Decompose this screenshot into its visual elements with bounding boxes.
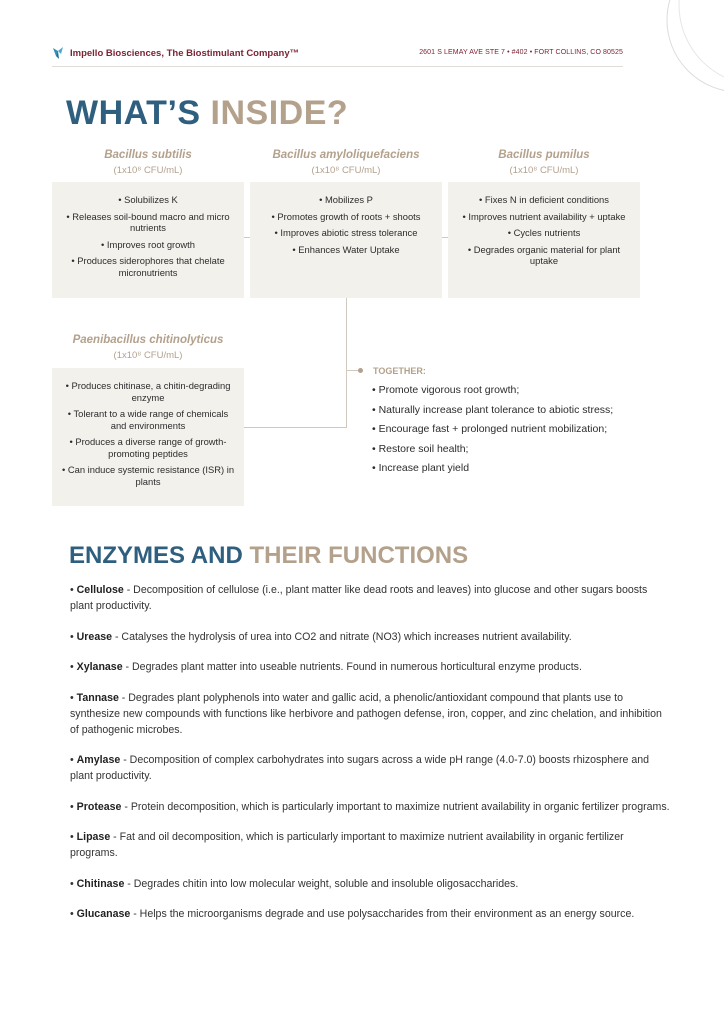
enzyme-name: Tannase [76, 691, 119, 704]
together-item: • Increase plant yield [372, 462, 470, 474]
enzyme-name: Glucanase [76, 908, 131, 920]
enzyme-name: Amylase [76, 754, 121, 766]
together-item: • Encourage fast + prolonged nutrient mobilization; [372, 423, 608, 435]
benefit-item: • Can induce systemic resistance (ISR) in plants [61, 464, 235, 487]
microbe-concentration: (1x10⁸ CFU/mL) [113, 165, 183, 176]
benefit-item: • Cycles nutrients [507, 227, 581, 238]
together-list [372, 381, 613, 479]
enzymes-list [70, 582, 670, 937]
enzymes-title-part2: THEIR FUNCTIONS [249, 542, 469, 569]
enzyme-name: Cellulose [76, 584, 124, 596]
enzyme-name: Chitinase [76, 877, 125, 890]
enzyme-name: Xylanase [76, 661, 123, 673]
benefit-item: • Solubilizes K [118, 194, 178, 205]
enzyme-description: - Fat and oil decomposition, which is particularly important to maximize nutrient availability in organic fertilizer programs. [70, 831, 624, 859]
enzyme-description: - Decomposition of complex carbohydrates into sugars across a wide pH range (4.0-7.0) boosts rhizosphere and plant productivity. [70, 754, 650, 782]
enzyme-item: • Protease - Protein decomposition, which is particularly important to maximize nutrient availability in organic fertilizer programs. [70, 800, 670, 813]
microbe-benefits-box [52, 368, 244, 506]
company-name: Impello Biosciences, The Biostimulant Company™ [70, 48, 300, 59]
enzyme-description: - Degrades plant matter into useable nutrients. Found in numerous horticultural enzyme products. [122, 661, 582, 673]
benefit-item: • Improves abiotic stress tolerance [274, 227, 418, 238]
enzyme-description: - Protein decomposition, which is particularly important to maximize nutrient availability in organic fertilizer programs. [121, 800, 670, 813]
enzyme-item: • Cellulose - Decomposition of cellulose (i.e., plant matter like dead roots and leaves) into glucose and other sugars boosts plant productivity. [70, 584, 648, 612]
benefit-item: • Promotes growth of roots + shoots [271, 210, 421, 222]
together-item: • Promote vigorous root growth; [372, 384, 520, 396]
benefit-item: • Improves root growth [101, 238, 195, 250]
enzyme-name: Protease [76, 800, 122, 813]
enzyme-item: • Tannase - Degrades plant polyphenols into water and gallic acid, a phenolic/antioxidant compound that plants use to synthesize new compounds with functions like herbivore and pathogen defense, iron, copper, and zinc chelation, and inhibition of pathogenic microbes. [70, 691, 662, 736]
enzyme-description: - Catalyses the hydrolysis of urea into CO2 and nitrate (NO3) which increases nutrient availability. [112, 630, 572, 643]
enzyme-item: • Chitinase - Degrades chitin into low molecular weight, soluble and insoluble oligosaccharides. [70, 877, 519, 890]
connector-line-bottom [244, 427, 347, 428]
enzyme-description: - Degrades plant polyphenols into water and gallic acid, a phenolic/antioxidant compound that plants use to synthesize new compounds with functions like herbivore and pathogen defense, iron, copper, and zinc chelation, and inhibition of pathogenic microbes. [70, 691, 662, 736]
microbe-concentration: (1x10⁸ CFU/mL) [113, 350, 183, 361]
together-bullet-dot [358, 368, 363, 373]
enzyme-item: • Amylase - Decomposition of complex carbohydrates into sugars across a wide pH range (4.0-7.0) boosts rhizosphere and plant productivity. [70, 754, 650, 782]
microbe-name: Paenibacillus chitinolyticus [72, 334, 224, 346]
together-item: • Restore soil health; [372, 442, 469, 455]
leaf-logo-icon [52, 46, 64, 60]
benefit-item: • Produces chitinase, a chitin-degrading enzyme [65, 380, 231, 403]
microbe-name: Bacillus amyloliquefaciens [272, 149, 420, 161]
together-item: • Naturally increase plant tolerance to abiotic stress; [372, 403, 614, 416]
company-address: 2601 S LEMAY AVE STE 7 • #402 • FORT COLLINS, CO 80525 [419, 49, 623, 56]
enzyme-description: - Helps the microorganisms degrade and use polysaccharides from their environment as an energy source. [130, 908, 635, 920]
page-title-part1: WHAT’S [66, 94, 201, 132]
microbe-concentration: (1x10⁸ CFU/mL) [509, 165, 579, 176]
enzyme-item: • Lipase - Fat and oil decomposition, which is particularly important to maximize nutrient availability in organic fertilizer programs. [70, 831, 624, 859]
together-label: TOGETHER: [373, 366, 426, 376]
page-title-part2: INSIDE? [210, 94, 349, 132]
page-header [52, 46, 623, 67]
enzyme-item: • Glucanase - Helps the microorganisms degrade and use polysaccharides from their environment as an energy source. [70, 908, 635, 920]
benefit-item: • Releases soil-bound macro and micro nutrients [66, 210, 230, 233]
microbe-benefits-box [52, 182, 244, 298]
enzymes-title-part1: ENZYMES AND [69, 542, 243, 569]
enzyme-item: • Urease - Catalyses the hydrolysis of urea into CO2 and nitrate (NO3) which increases nutrient availability. [70, 630, 572, 643]
enzyme-description: - Degrades chitin into low molecular weight, soluble and insoluble oligosaccharides. [124, 877, 519, 890]
benefit-item: • Improves nutrient availability + uptake [462, 210, 626, 222]
enzyme-item: • Xylanase - Degrades plant matter into useable nutrients. Found in numerous horticultural enzyme products. [70, 661, 582, 673]
benefit-item: • Enhances Water Uptake [292, 243, 400, 255]
benefit-item: • Fixes N in deficient conditions [479, 194, 609, 205]
page-title [66, 94, 348, 133]
microbe-benefits-box [448, 182, 640, 298]
enzyme-name: Lipase [76, 831, 111, 843]
benefit-item: • Mobilizes P [319, 194, 373, 205]
microbe-benefits-box [250, 182, 442, 298]
benefit-item: • Tolerant to a wide range of chemicals and environments [67, 408, 229, 431]
decorative-arcs [624, 0, 724, 110]
enzyme-description: - Decomposition of cellulose (i.e., plant matter like dead roots and leaves) into glucose and other sugars boosts plant productivity. [70, 584, 648, 612]
connector-line-vertical [346, 298, 347, 428]
benefit-item: • Degrades organic material for plant uptake [467, 243, 621, 266]
microbe-name: Bacillus pumilus [498, 149, 590, 161]
enzyme-name: Urease [76, 630, 112, 643]
benefit-item: • Produces a diverse range of growth-promoting peptides [69, 436, 227, 459]
microbe-concentration: (1x10⁸ CFU/mL) [311, 165, 381, 176]
microbe-name: Bacillus subtilis [104, 149, 192, 161]
benefit-item: • Produces siderophores that chelate micronutrients [71, 255, 225, 278]
enzymes-section-title [69, 542, 468, 570]
